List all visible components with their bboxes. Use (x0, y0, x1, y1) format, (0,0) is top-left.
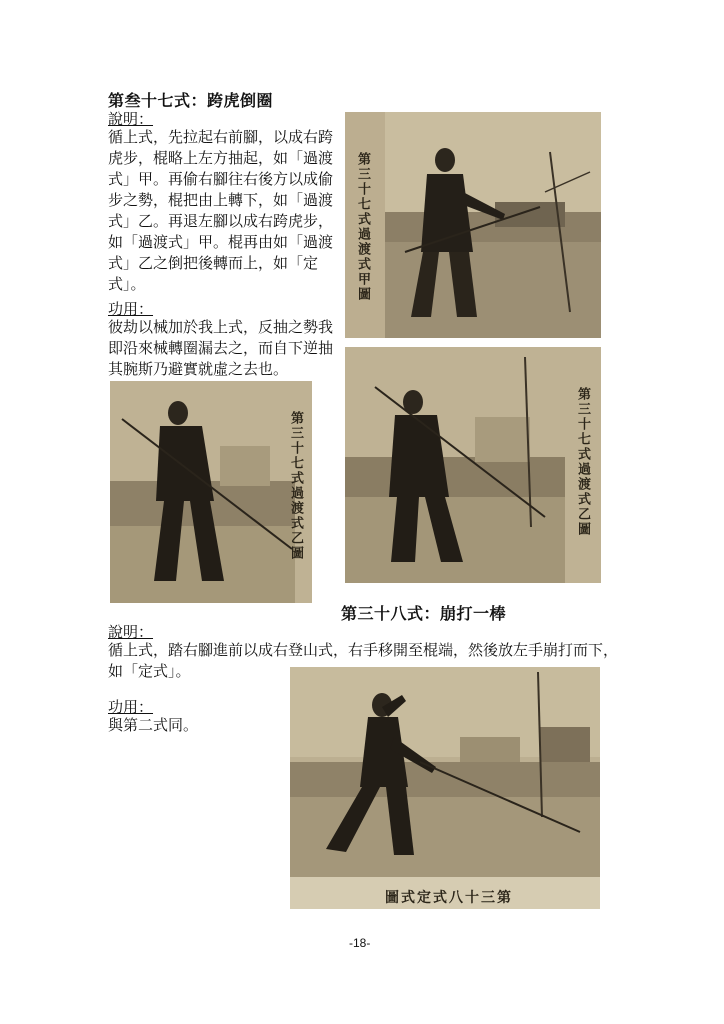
text-line: 虎步，棍略上左方抽起，如「過渡 (108, 149, 334, 167)
text-line: 式」乙。再退左腳以成右跨虎步， (108, 212, 334, 230)
photo-transition-b-right (345, 347, 601, 583)
text-line: 式」甲。再偷右腳往右後方以成偷 (108, 170, 334, 188)
text-line: 其腕斯乃避實就虛之去也。 (108, 360, 289, 378)
section-37-heading: 第叁十七式：跨虎倒圈 (108, 91, 274, 110)
text-line: 與第二式同。 (108, 716, 199, 734)
section-37-use-text (108, 317, 333, 380)
text-line: 如「定式」。 (108, 662, 191, 680)
section-38-explain-label: 說明： (108, 623, 154, 641)
section-37-use-label: 功用： (108, 300, 154, 318)
photo-transition-a (345, 112, 601, 338)
photo-transition-b-left (110, 381, 312, 603)
photo-final-form (290, 667, 600, 909)
photo-caption: 第三十七式過渡式乙圖 (288, 411, 303, 561)
text-line: 式」乙之倒把後轉而上，如「定 (108, 254, 319, 272)
text-line: 循上式，踏右腳進前以成右登山式，右手移開至棍端，然後放左手崩打而下， (108, 641, 619, 659)
photo-caption: 第三十七式過渡式乙圖 (575, 387, 590, 537)
text-line: 循上式，先拉起右前腳，以成右跨 (108, 128, 334, 146)
photo-scene (345, 347, 601, 583)
photo-scene (110, 381, 312, 603)
text-line: 步之勢，棍把由上轉下，如「過渡 (108, 191, 334, 209)
section-38-heading: 第三十八式：崩打一棒 (341, 604, 507, 623)
text-line: 式」。 (108, 275, 146, 293)
photo-caption: 第三十七式過渡式甲圖 (355, 152, 370, 302)
section-37-explain-text (108, 127, 333, 295)
text-line: 如「過渡式」甲。棍再由如「過渡 (108, 233, 334, 251)
section-37-explain-label: 說明： (108, 110, 154, 128)
page-number: -18- (349, 936, 371, 950)
photo-caption: 第三十八式定式圖 (385, 890, 513, 906)
section-38-use-text (108, 715, 198, 736)
text-line: 彼劫以械加於我上式，反抽之勢我 (108, 318, 334, 336)
photo-scene (345, 112, 601, 338)
text-line: 即沿來械轉圈漏去之，而自下逆抽 (108, 339, 334, 357)
section-38-use-label: 功用： (108, 698, 154, 716)
photo-scene (290, 667, 600, 909)
